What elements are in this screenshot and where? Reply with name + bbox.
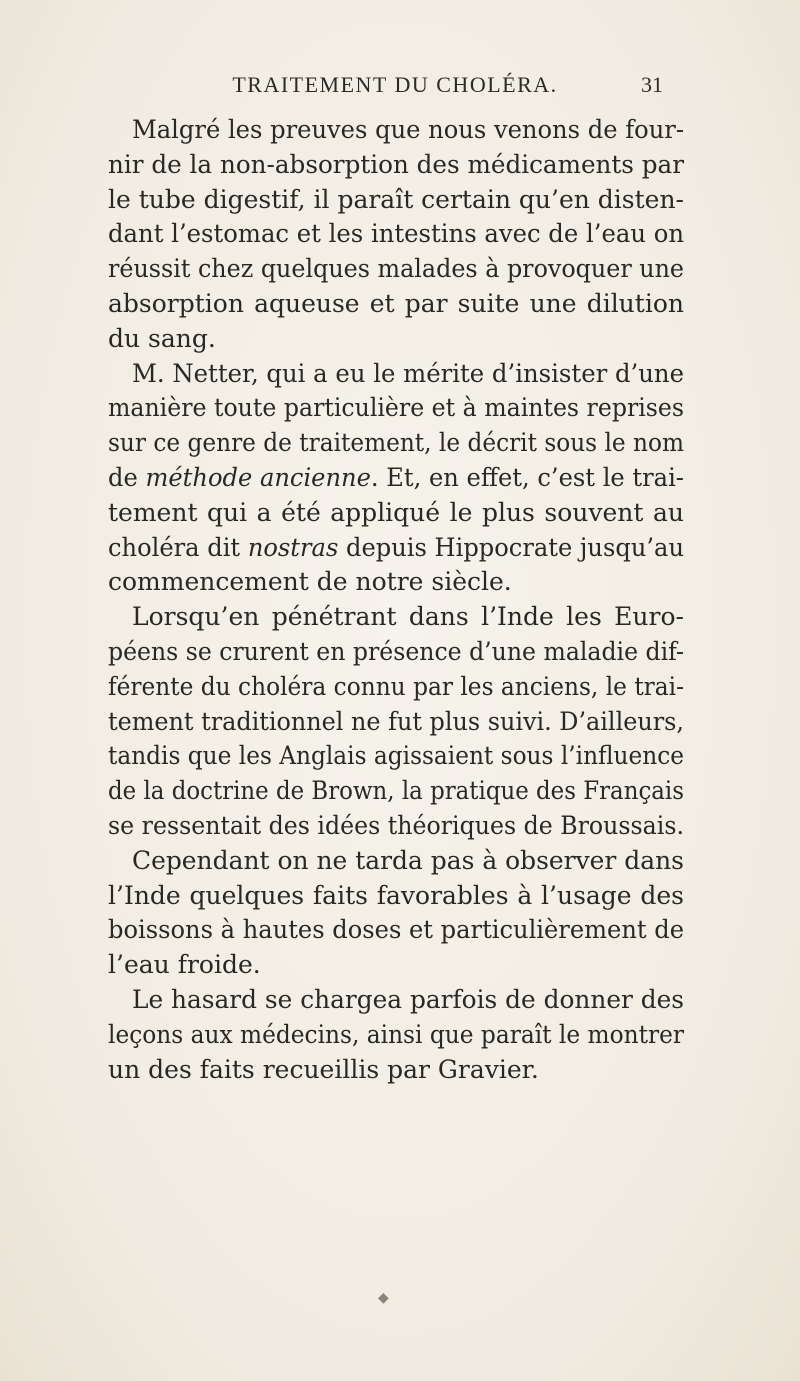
text-line bbox=[108, 287, 684, 322]
text-line bbox=[108, 913, 684, 948]
text-segment: l’eau froide. bbox=[108, 950, 261, 980]
text-line bbox=[108, 809, 684, 844]
text-segment: tement qui a été appliqué le plus souvent au bbox=[108, 497, 685, 527]
text-line bbox=[108, 948, 684, 983]
text-line bbox=[108, 844, 684, 879]
text-segment: tandis que les Anglais agissaient sous l’influence bbox=[108, 741, 685, 771]
text-segment: l’Inde quelques faits favorables à l’usage des bbox=[108, 880, 685, 910]
text-segment: du sang. bbox=[108, 323, 216, 353]
text-line bbox=[108, 426, 684, 461]
text-segment: leçons aux médecins, ainsi que paraît le montrer bbox=[108, 1019, 684, 1049]
page-number: 31 bbox=[641, 72, 663, 97]
text-line bbox=[108, 565, 684, 600]
text-line bbox=[108, 252, 684, 287]
text-line bbox=[108, 217, 684, 252]
text-segment: Cependant on ne tarda pas à observer dans bbox=[132, 845, 684, 875]
text-line bbox=[108, 183, 684, 218]
text-line bbox=[108, 531, 684, 566]
text-line bbox=[108, 322, 684, 357]
text-line bbox=[108, 739, 684, 774]
text-segment: de bbox=[108, 462, 146, 492]
italic-term: nostras bbox=[247, 532, 339, 562]
text-segment: réussit chez quelques malades à provoquer une bbox=[108, 254, 685, 284]
text-line bbox=[108, 774, 684, 809]
text-line bbox=[108, 705, 684, 740]
text-segment: se ressentait des idées théoriques de Broussais. bbox=[108, 810, 684, 840]
text-line bbox=[108, 600, 684, 635]
text-segment: de la doctrine de Brown, la pratique des Français bbox=[108, 776, 684, 806]
text-segment: absorption aqueuse et par suite une dilution bbox=[108, 288, 684, 318]
italic-term: méthode ancienne bbox=[145, 462, 371, 492]
text-line bbox=[108, 113, 684, 148]
text-segment: manière toute particulière et à maintes reprises bbox=[108, 393, 684, 423]
body-text bbox=[108, 113, 684, 1087]
text-segment: un des faits recueillis par Gravier. bbox=[108, 1054, 539, 1084]
text-segment: . Et, en effet, c’est le trai- bbox=[370, 462, 684, 492]
text-segment: sur ce genre de traitement, le décrit sous le nom bbox=[108, 428, 685, 458]
text-line bbox=[108, 879, 684, 914]
text-segment: dant l’estomac et les intestins avec de l’eau on bbox=[108, 219, 684, 249]
text-segment: Lorsqu’en pénétrant dans l’Inde les Euro- bbox=[132, 602, 684, 632]
text-line bbox=[108, 983, 684, 1018]
text-segment: Le hasard se chargea parfois de donner des bbox=[132, 984, 685, 1014]
text-line bbox=[108, 496, 684, 531]
text-segment: tement traditionnel ne fut plus suivi. D’ailleurs, bbox=[108, 706, 685, 736]
text-line bbox=[108, 148, 684, 183]
text-segment: le tube digestif, il paraît certain qu’en disten- bbox=[108, 184, 684, 214]
text-line bbox=[108, 391, 684, 426]
text-line bbox=[108, 461, 684, 496]
text-segment: Malgré les preuves que nous venons de four- bbox=[132, 115, 685, 144]
text-segment: férente du choléra connu par les anciens, le trai- bbox=[108, 671, 684, 701]
text-line bbox=[108, 670, 684, 705]
text-line bbox=[108, 1018, 684, 1053]
text-line bbox=[108, 357, 684, 392]
text-segment: depuis Hippocrate jusqu’au bbox=[338, 532, 685, 562]
text-line bbox=[108, 635, 684, 670]
running-head: TRAITEMENT DU CHOLÉRA. bbox=[232, 72, 558, 97]
text-segment: choléra dit bbox=[108, 532, 248, 562]
text-segment: péens se crurent en présence d’une maladie dif- bbox=[108, 636, 685, 666]
text-line bbox=[108, 1053, 684, 1088]
text-segment: nir de la non-absorption des médicaments par bbox=[108, 149, 685, 179]
text-segment: M. Netter, qui a eu le mérite d’insister d’une bbox=[132, 358, 684, 388]
text-segment: boissons à hautes doses et particulièrement de bbox=[108, 915, 684, 945]
paper-speck: ◆ bbox=[378, 1290, 389, 1306]
text-segment: commencement de notre siècle. bbox=[108, 567, 512, 597]
